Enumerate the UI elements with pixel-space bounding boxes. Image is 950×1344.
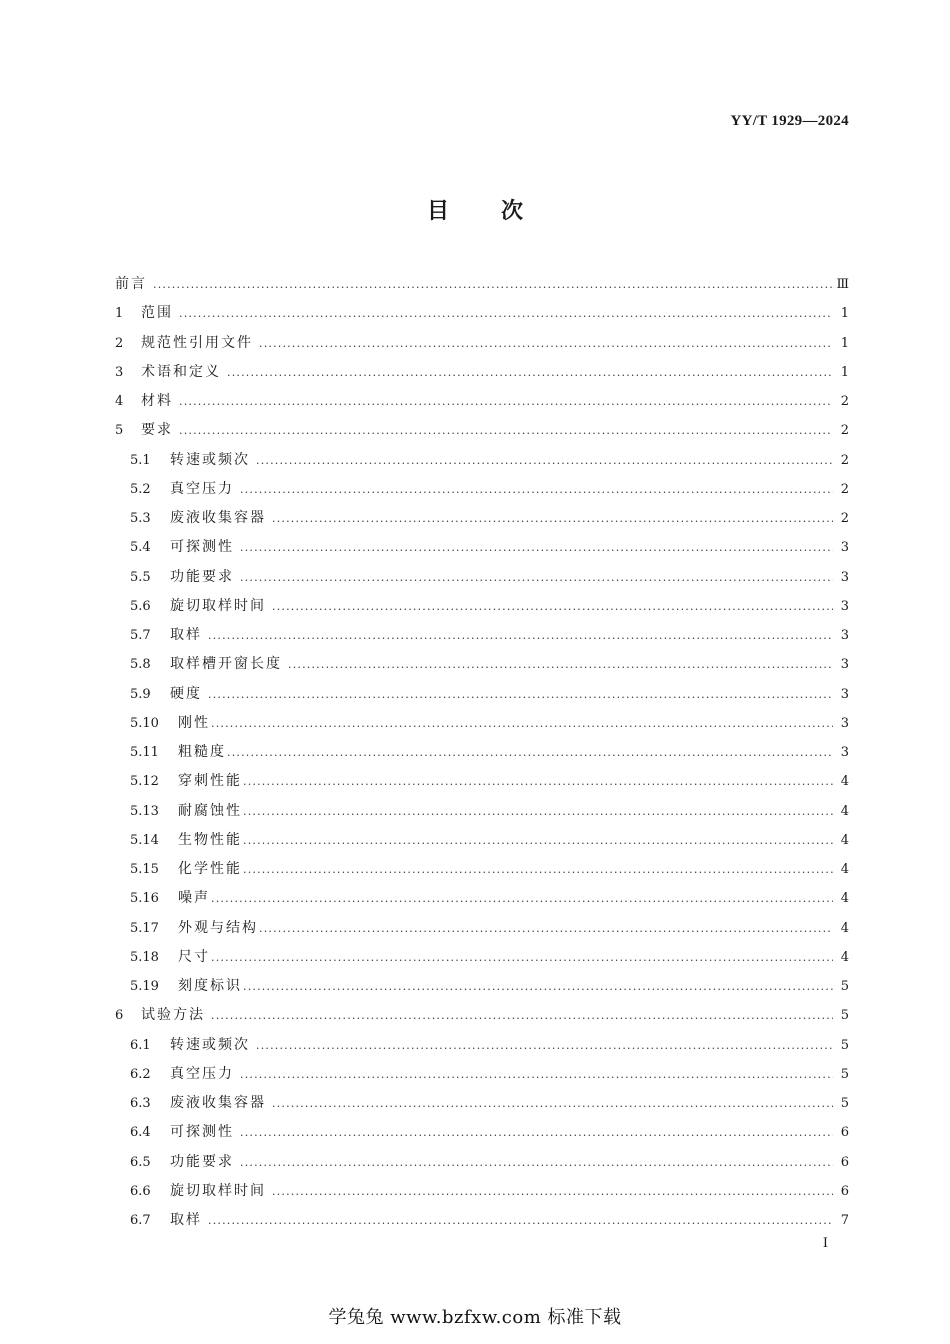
toc-entry-label: 功能要求	[170, 568, 234, 585]
toc-entry[interactable]	[115, 299, 849, 328]
toc-entry-page: 3	[840, 598, 849, 614]
toc-entry[interactable]	[115, 1206, 849, 1235]
toc-entry-label: 试验方法	[141, 1007, 205, 1024]
toc-dot-leader	[240, 563, 833, 592]
toc-entry[interactable]	[115, 680, 849, 709]
page-number: I	[822, 1236, 828, 1251]
toc-entry-page: 5	[840, 1096, 849, 1111]
toc-entry-number: 5.17	[130, 920, 159, 936]
toc-entry[interactable]	[115, 826, 849, 855]
toc-entry-number: 6	[115, 1008, 124, 1024]
toc-entry-number: 3	[115, 364, 124, 380]
toc-entry-page: 3	[840, 540, 849, 556]
toc-entry-page: 4	[840, 920, 849, 936]
toc-entry-label: 化学性能	[178, 861, 242, 877]
toc-entry[interactable]	[115, 1177, 849, 1206]
toc-entry[interactable]	[115, 855, 849, 884]
toc-entry-page: 4	[840, 891, 849, 907]
toc-dot-leader	[179, 387, 833, 416]
toc-entry-number: 6.1	[130, 1037, 151, 1053]
toc-entry-label: 旋切取样时间	[170, 597, 266, 614]
toc-entry-page: 4	[840, 949, 849, 965]
toc-entry-label: 可探测性	[170, 539, 234, 556]
toc-entry-page: 3	[840, 745, 849, 760]
toc-entry[interactable]	[115, 1089, 849, 1118]
toc-entry-label: 废液收集容器	[170, 510, 266, 526]
toc-entry[interactable]	[115, 563, 849, 592]
page-title: 目次	[426, 199, 575, 224]
toc-entry-page: 2	[840, 481, 849, 497]
toc-entry-label: 可探测性	[170, 1124, 234, 1141]
toc-entry[interactable]	[115, 767, 849, 796]
toc-entry[interactable]	[115, 1031, 849, 1060]
toc-dot-leader	[179, 299, 833, 328]
toc-dot-leader	[272, 592, 833, 621]
toc-entry-label: 刻度标识	[178, 978, 242, 994]
toc-dot-leader	[240, 475, 833, 504]
toc-entry[interactable]	[115, 621, 849, 650]
toc-entry-number: 5.1	[130, 452, 151, 468]
toc-entry[interactable]	[115, 709, 849, 738]
toc-dot-leader	[272, 504, 833, 533]
toc-dot-leader	[243, 855, 833, 884]
toc-entry-number: 5.7	[130, 628, 151, 643]
toc-entry-page: 3	[840, 628, 849, 643]
toc-entry-number: 6.6	[130, 1183, 151, 1199]
toc-entry[interactable]	[115, 475, 849, 504]
toc-entry-page: 7	[840, 1213, 849, 1228]
toc-entry-number: 6.3	[130, 1096, 151, 1111]
toc-entry-page: 4	[840, 774, 849, 790]
toc-entry-number: 5.2	[130, 481, 151, 497]
toc-dot-leader	[243, 972, 833, 1001]
toc-entry-number: 5.18	[130, 949, 159, 965]
toc-entry-page: 4	[840, 832, 849, 848]
toc-entry[interactable]	[115, 1001, 849, 1030]
toc-entry-label: 取样	[170, 1212, 202, 1228]
toc-entry-page: 4	[840, 803, 849, 819]
toc-dot-leader	[243, 826, 833, 855]
toc-dot-leader	[256, 1031, 833, 1060]
toc-entry-number: 5.15	[130, 862, 159, 877]
toc-entry-label: 取样	[170, 627, 202, 643]
toc-entry-number: 6.7	[130, 1213, 151, 1228]
toc-dot-leader	[259, 914, 833, 943]
toc-dot-leader	[259, 329, 833, 358]
toc-entry[interactable]	[115, 446, 849, 475]
toc-entry-page: 2	[840, 452, 849, 468]
toc-entry-label: 生物性能	[178, 831, 242, 848]
toc-entry-page: 5	[840, 1037, 849, 1053]
toc-entry-number: 5.13	[130, 803, 159, 819]
toc-entry-page: 6	[840, 1125, 849, 1141]
standard-code: YY/T 1929—2024	[730, 113, 849, 129]
toc-entry-page: 5	[840, 1008, 849, 1024]
toc-entry-label: 材料	[141, 393, 173, 409]
toc-entry[interactable]	[115, 329, 849, 358]
toc-entry-number: 5.6	[130, 598, 151, 614]
toc-entry[interactable]	[115, 592, 849, 621]
toc-entry[interactable]	[115, 358, 849, 387]
toc-entry-number: 6.5	[130, 1154, 151, 1170]
toc-dot-leader	[227, 358, 833, 387]
toc-entry[interactable]	[115, 387, 849, 416]
toc-entry-label: 术语和定义	[141, 363, 221, 380]
toc-entry-page: 1	[840, 306, 849, 322]
watermark-text: 学兔兔 www.bzfxw.com 标准下载	[328, 1307, 622, 1328]
toc-entry-number: 5.11	[130, 745, 159, 760]
toc-entry-number: 5.5	[130, 569, 151, 585]
toc-entry-page: 5	[840, 979, 849, 994]
toc-entry[interactable]	[115, 1148, 849, 1177]
toc-dot-leader	[211, 943, 833, 972]
toc-entry-number: 5	[115, 423, 124, 439]
toc-dot-leader	[211, 709, 833, 738]
toc-entry-number: 5.12	[130, 774, 159, 790]
toc-entry-label: 噪声	[178, 890, 210, 907]
toc-entry-label: 硬度	[170, 685, 202, 702]
toc-entry-page: 2	[840, 423, 849, 439]
toc-dot-leader	[240, 533, 833, 562]
toc-entry[interactable]	[115, 533, 849, 562]
toc-dot-leader	[208, 680, 833, 709]
toc-entry[interactable]	[115, 270, 849, 299]
toc-dot-leader	[272, 1177, 833, 1206]
toc-entry-label: 功能要求	[170, 1153, 234, 1170]
toc-dot-leader	[272, 1089, 833, 1118]
toc-dot-leader	[240, 1148, 833, 1177]
toc-entry-number: 2	[115, 335, 124, 351]
toc-entry[interactable]	[115, 972, 849, 1001]
toc-entry-page: 3	[840, 715, 849, 731]
toc-entry[interactable]	[115, 1060, 849, 1089]
table-of-contents	[115, 270, 849, 1235]
toc-entry-label: 取样槽开窗长度	[170, 656, 282, 673]
toc-entry-number: 5.4	[130, 540, 151, 556]
toc-entry[interactable]	[115, 1118, 849, 1147]
toc-dot-leader	[243, 797, 833, 826]
toc-dot-leader	[211, 1001, 833, 1030]
toc-entry-number: 5.10	[130, 715, 159, 731]
toc-entry-label: 转速或频次	[170, 1036, 250, 1053]
toc-entry-label: 范围	[141, 305, 173, 322]
toc-entry-label: 规范性引用文件	[141, 334, 253, 351]
toc-entry-page: 6	[840, 1183, 849, 1199]
toc-entry-label: 穿刺性能	[178, 773, 242, 790]
toc-entry[interactable]	[115, 884, 849, 913]
toc-entry-label: 尺寸	[178, 948, 210, 965]
toc-entry-label: 转速或频次	[170, 451, 250, 468]
toc-dot-leader	[227, 738, 833, 767]
toc-entry-number: 4	[115, 394, 124, 409]
toc-entry-page: 1	[840, 364, 849, 380]
toc-entry-label: 耐腐蚀性	[178, 802, 242, 819]
toc-entry-page: 3	[840, 686, 849, 702]
toc-entry-page: 3	[840, 657, 849, 673]
toc-entry-label: 刚性	[178, 714, 210, 731]
toc-dot-leader	[179, 416, 833, 445]
toc-entry-page: 1	[840, 335, 849, 351]
toc-entry-number: 5.16	[130, 891, 159, 907]
toc-entry-page: Ⅲ	[836, 277, 849, 292]
toc-entry-label: 外观与结构	[178, 919, 258, 936]
toc-entry-number: 1	[115, 306, 124, 322]
toc-entry-number: 5.19	[130, 979, 159, 994]
toc-entry-label: 旋切取样时间	[170, 1182, 266, 1199]
toc-dot-leader	[208, 621, 833, 650]
toc-entry-number: 6.4	[130, 1125, 151, 1141]
toc-dot-leader	[153, 270, 832, 299]
toc-entry-number: 5.14	[130, 832, 159, 848]
toc-entry-label: 粗糙度	[178, 744, 226, 760]
toc-dot-leader	[243, 767, 833, 796]
toc-entry-page: 2	[840, 394, 849, 409]
toc-entry-number: 5.9	[130, 686, 151, 702]
toc-dot-leader	[240, 1060, 833, 1089]
toc-entry-label: 真空压力	[170, 480, 234, 497]
toc-entry-page: 6	[840, 1154, 849, 1170]
toc-entry-label: 前言	[115, 276, 147, 292]
toc-entry[interactable]	[115, 943, 849, 972]
toc-entry-number: 6.2	[130, 1066, 151, 1082]
toc-dot-leader	[288, 650, 833, 679]
toc-entry[interactable]	[115, 416, 849, 445]
toc-entry[interactable]	[115, 797, 849, 826]
toc-dot-leader	[211, 884, 833, 913]
toc-entry[interactable]	[115, 738, 849, 767]
toc-entry-number: 5.3	[130, 511, 151, 526]
toc-dot-leader	[208, 1206, 833, 1235]
toc-entry-page: 5	[840, 1066, 849, 1082]
toc-entry-page: 4	[840, 862, 849, 877]
toc-entry[interactable]	[115, 504, 849, 533]
toc-entry[interactable]	[115, 650, 849, 679]
toc-entry-label: 要求	[141, 422, 173, 439]
toc-dot-leader	[240, 1118, 833, 1147]
toc-entry-label: 废液收集容器	[170, 1095, 266, 1111]
toc-entry-number: 5.8	[130, 657, 151, 673]
toc-dot-leader	[256, 446, 833, 475]
toc-entry-page: 2	[840, 511, 849, 526]
toc-entry-label: 真空压力	[170, 1065, 234, 1082]
toc-entry[interactable]	[115, 914, 849, 943]
toc-entry-page: 3	[840, 569, 849, 585]
